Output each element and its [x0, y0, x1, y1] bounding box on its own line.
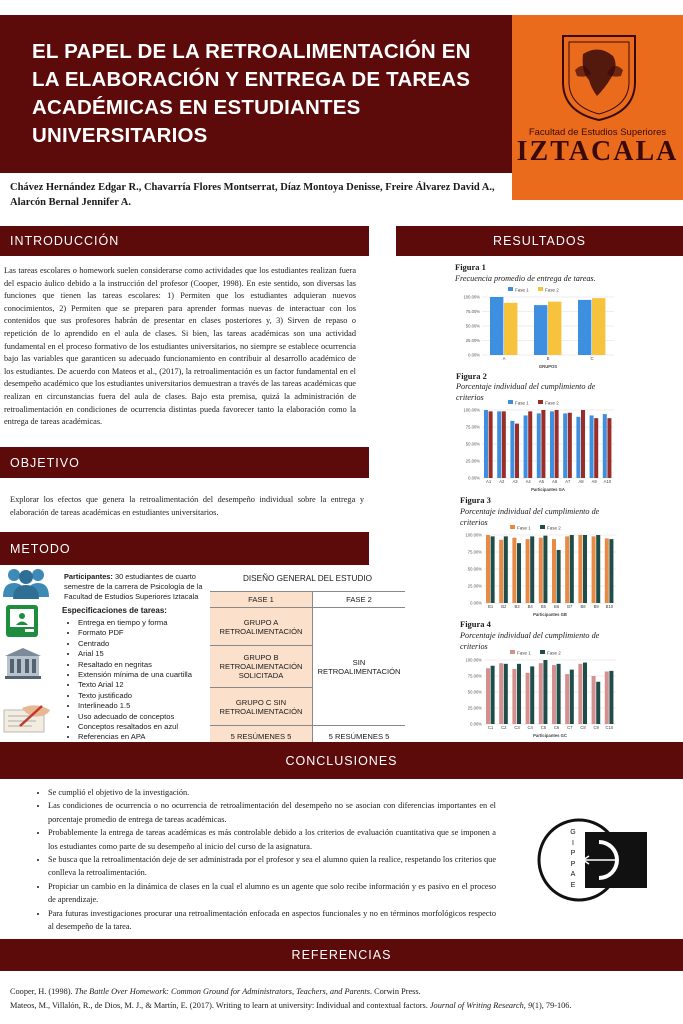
y-tick-label: 100.00% — [463, 407, 480, 413]
faculty-name: Facultad de Estudios Superiores — [528, 127, 667, 138]
x-tick-label: A1 — [486, 479, 492, 484]
y-tick-label: 0.00% — [468, 475, 480, 481]
x-tick-label: C4 — [527, 725, 533, 730]
legend-label: Fase 1 — [515, 400, 529, 406]
conclusion-item: • Probablemente la entrega de tareas académicas es más controlable debido a los criterios de evaluación cuantitativa que se imponen a los estudiantes como parte de su desempeño al inicio del curso de la asignatura. — [48, 826, 496, 853]
chart-figura-1 — [458, 285, 618, 371]
bar — [504, 536, 508, 603]
fig2-caption: Porcentaje individual del cumplimiento de criterios — [456, 382, 596, 402]
x-tick-label: B7 — [567, 604, 573, 609]
x-axis-label: GRUPOS — [538, 364, 558, 369]
x-tick-label: B6 — [554, 604, 560, 609]
y-tick-label: 75.00% — [465, 309, 480, 314]
bar — [530, 536, 534, 603]
gippae-vertical-text: G I P P A E — [570, 829, 576, 889]
conclusion-item: • Para futuras investigaciones procurar una retroalimentación enfocada en aspectos funcionales y no en términos morfológicos respecto al desempeño de la tarea. — [48, 907, 496, 934]
gippae-logo — [537, 818, 657, 902]
y-tick-label: 50.00% — [465, 323, 480, 329]
y-tick-label: 75.00% — [465, 424, 480, 430]
bar — [603, 414, 607, 478]
bar — [557, 664, 561, 724]
bar — [555, 410, 559, 478]
y-tick-label: 25.00% — [467, 583, 482, 589]
building-icon — [3, 646, 43, 680]
fig4-label: Figura 4 — [460, 619, 491, 629]
spec-item: • Resaltado en negritas — [78, 660, 216, 670]
conclusion-item: • Se busca que la retroalimentación deje de ser administrada por el profesor y sea el alumno quien la realice, respetando los criterios que conlleva la retroalimentación. — [48, 853, 496, 880]
bar — [510, 421, 514, 478]
participantes-label: Participantes: — [64, 572, 113, 581]
legend-label: Fase 2 — [545, 287, 559, 293]
legend-swatch — [540, 525, 545, 529]
fig3-label: Figura 3 — [460, 495, 491, 505]
bar — [515, 424, 519, 478]
bar — [512, 538, 516, 603]
poster-title: EL PAPEL DE LA RETROALIMENTACIÓN EN LA ELABORACIÓN Y ENTREGA DE TAREAS ACADÉMICAS EN ESTUDIANTES UNIVERSITARIOS — [32, 40, 471, 147]
bar — [592, 676, 596, 724]
x-tick-label: B — [546, 356, 550, 361]
bar — [534, 305, 547, 355]
y-tick-label: 0.00% — [470, 600, 482, 606]
bar — [489, 411, 493, 478]
x-tick-label: C7 — [567, 725, 573, 730]
bar — [570, 670, 574, 724]
bar — [552, 665, 556, 724]
x-tick-label: C3 — [514, 725, 520, 730]
specs-label: Especificaciones de tareas: — [62, 606, 167, 615]
bar — [607, 418, 611, 478]
x-tick-label: C8 — [580, 725, 586, 730]
design-group-b: GRUPO B RETROALIMENTACIÓN SOLICITADA — [210, 646, 313, 688]
x-tick-label: A3 — [512, 479, 518, 484]
y-tick-label: 25.00% — [465, 458, 480, 464]
bar — [565, 674, 569, 724]
section-header-referencias: REFERENCIAS — [0, 939, 683, 971]
x-axis-label: Participantes GB — [533, 612, 567, 617]
legend-label: Fase 2 — [547, 525, 561, 531]
bar — [576, 417, 580, 478]
legend-swatch — [538, 287, 543, 291]
fig1-caption: Frecuencia promedio de entrega de tareas. — [455, 274, 596, 283]
spec-item: • Interlineado 1.5 — [78, 701, 216, 711]
x-tick-label: C2 — [501, 725, 507, 730]
bar — [504, 303, 517, 355]
fig3-caption: Porcentaje individual del cumplimiento de criterios — [460, 507, 600, 527]
bar — [517, 543, 521, 603]
bar — [502, 411, 506, 478]
conclusion-item: • Se cumplió el objetivo de la investigación. — [48, 786, 496, 799]
bar — [552, 539, 556, 603]
x-tick-label: A2 — [499, 479, 505, 484]
spec-item: • Texto justificado — [78, 691, 216, 701]
design-col-fase2: FASE 2 — [313, 592, 405, 608]
objetivo-paragraph: Explorar los efectos que genera la retroalimentación del desempeño individual sobre la entrega y elaboración de tareas académicas en estudiantes universitarios. — [10, 495, 364, 517]
y-tick-label: 100.00% — [463, 294, 480, 300]
section-header-resultados: RESULTADOS — [396, 226, 683, 256]
bar — [539, 538, 543, 603]
y-tick-label: 0.00% — [468, 352, 480, 358]
legend-label: Fase 1 — [517, 650, 531, 656]
bar — [517, 664, 521, 724]
y-tick-label: 25.00% — [465, 338, 480, 343]
x-tick-label: C5 — [540, 725, 547, 730]
bar — [609, 671, 613, 724]
bar — [548, 302, 561, 355]
fig2-label: Figura 2 — [456, 371, 487, 381]
y-tick-label: 100.00% — [465, 532, 482, 538]
x-tick-label: C — [590, 356, 594, 361]
bar — [590, 415, 594, 478]
x-tick-label: A5 — [538, 479, 544, 484]
bar — [565, 536, 569, 603]
legend-label: Fase 1 — [517, 525, 531, 531]
x-tick-label: B4 — [527, 604, 533, 609]
x-tick-label: B8 — [580, 604, 586, 609]
bar — [490, 297, 503, 355]
x-tick-label: A7 — [565, 479, 571, 484]
spec-item: • Uso adecuado de conceptos — [78, 712, 216, 722]
bar — [605, 538, 609, 603]
bar — [537, 413, 541, 478]
x-axis-label: Participantes GC — [533, 733, 567, 738]
reference-2: Mateos, M., Villalón, R., de Dios, M. J., & Martín, E. (2017). Writing to learn at university: Individual and contextual factors. Journal of Writing Research, 9(1), 79-106. — [10, 1001, 572, 1010]
conclusiones-list — [36, 786, 496, 933]
bar — [594, 418, 598, 478]
design-group-a: GRUPO A RETROALIMENTACIÓN — [210, 608, 313, 646]
bar — [526, 539, 530, 603]
spec-item: • Formato PDF — [78, 628, 216, 638]
participantes-block — [64, 572, 214, 602]
bar — [609, 539, 613, 603]
x-tick-label: B2 — [501, 604, 507, 609]
bar — [526, 673, 530, 724]
chart-figura-3 — [460, 523, 620, 619]
legend-swatch — [508, 400, 513, 404]
conclusion-item: • Las condiciones de ocurrencia o no ocurrencia de retroalimentación del desempeño no se asocian con diferencias importantes en el porcentaje promedio de entrega de tareas académicas. — [48, 799, 496, 826]
x-tick-label: A6 — [552, 479, 558, 484]
fig1-label: Figura 1 — [455, 262, 486, 272]
x-tick-label: B9 — [593, 604, 599, 609]
bar — [563, 413, 567, 478]
x-axis-label: Participantes GA — [531, 487, 565, 492]
bar — [605, 672, 609, 724]
spec-item: • Extensión mínima de una cuartilla — [78, 670, 216, 680]
legend-label: Fase 2 — [545, 400, 559, 406]
bar — [543, 536, 547, 603]
bar — [550, 411, 554, 478]
bar — [528, 411, 532, 478]
spec-item: • Arial 15 — [78, 649, 216, 659]
x-tick-label: A9 — [591, 479, 597, 484]
design-table — [210, 591, 405, 756]
classroom-icon — [5, 604, 39, 638]
y-tick-label: 50.00% — [467, 689, 482, 695]
bar — [592, 298, 605, 355]
y-tick-label: 50.00% — [465, 441, 480, 447]
bar — [578, 300, 591, 355]
section-header-introduccion: INTRODUCCIÓN — [0, 226, 369, 256]
bar — [578, 535, 582, 603]
bar — [596, 535, 600, 603]
bar — [491, 536, 495, 603]
x-tick-label: C9 — [593, 725, 599, 730]
bar — [504, 664, 508, 724]
y-tick-label: 50.00% — [467, 566, 482, 572]
bar — [596, 682, 600, 724]
reference-1: Cooper, H. (1998). The Battle Over Homework: Common Ground for Administrators, Teachers, and Parents. Corwin Press. — [10, 987, 421, 996]
y-tick-label: 25.00% — [467, 705, 482, 711]
bar — [592, 536, 596, 603]
chart-figura-4 — [460, 648, 620, 740]
bar — [512, 669, 516, 724]
faculty-wordmark: IZTACALA — [516, 136, 679, 167]
section-header-conclusiones: CONCLUSIONES — [0, 742, 683, 779]
bar — [484, 410, 488, 478]
participantes-text: 30 estudiantes de cuarto semestre de la carrera de Psicología de la Facultad de Estudios Superiores Iztacala — [64, 572, 203, 601]
section-header-objetivo: OBJETIVO — [0, 447, 369, 478]
fig4-caption: Porcentaje individual del cumplimiento de criterios — [460, 631, 600, 651]
x-tick-label: A10 — [603, 479, 612, 484]
bar — [486, 668, 490, 724]
spec-item: • Centrado — [78, 639, 216, 649]
legend-label: Fase 1 — [515, 287, 529, 293]
bar — [557, 550, 561, 603]
specs-list — [66, 618, 216, 743]
bar — [570, 535, 574, 603]
spec-item: • Texto Arial 12 — [78, 680, 216, 690]
legend-label: Fase 2 — [547, 650, 561, 656]
x-tick-label: B1 — [488, 604, 494, 609]
x-tick-label: C10 — [605, 725, 614, 730]
x-tick-label: B10 — [605, 604, 614, 609]
x-tick-label: A8 — [578, 479, 584, 484]
y-tick-label: 75.00% — [467, 549, 482, 555]
x-tick-label: B3 — [514, 604, 520, 609]
bar — [583, 663, 587, 724]
conclusion-item: • Propiciar un cambio en la dinámica de clases en la cual el alumno es un agente que solo recibe información y es pasivo en el proceso de aprendizaje. — [48, 880, 496, 907]
bar — [578, 664, 582, 724]
x-tick-label: A — [502, 356, 506, 361]
legend-swatch — [538, 400, 543, 404]
design-bottom-fase1: 5 RESÚMENES 5 — [210, 726, 313, 756]
spec-item: • Conceptos resaltados en azul — [78, 722, 216, 732]
legend-swatch — [510, 525, 515, 529]
x-tick-label: C1 — [487, 725, 494, 730]
section-header-metodo: METODO — [0, 532, 369, 565]
bar — [530, 666, 534, 724]
bar — [491, 666, 495, 724]
unam-seal-icon — [555, 30, 643, 122]
design-title: DISEÑO GENERAL DEL ESTUDIO — [242, 574, 373, 583]
chart-figura-2 — [458, 398, 618, 494]
intro-paragraph: Las tareas escolares o homework suelen considerarse como actividades que los estudiantes realizan fuera del espacio áulico debido a la instrucción del profesor (Cooper, 1998). En este sentido, son diversas las funciones que tienen las tareas escolares: 1) Permiten que los estudiantes adquieran nuevos conocimientos, 2) Permiten que se preparen para aprender formas nuevas de interactuar con los contenidos que sus profesores habrán de presentar en clases posteriores y, 3) Sirven de repaso o repetición de lo aprendido en el aula de clases. Si bien, las tareas académicas son una actividad fundamental en el proceso formativo de los estudiantes universitarios, no siempre se establece ocurrencia bajo las variables que garanticen su adecuado funcionamiento en contribuir al desarrollo académico de los estudiantes. De acuerdo con Mateos et al., (2017), la retroalimentación es un factor fundamental en el desempeño académico que los estudiantes universitarios demuestran a través de las tareas académicas que realizan en circunstancias fuera del aula de clases. Bajo esta premisa, quizá la administración de retroalimentación en condiciones de ocurrencia distintas pueda favorecer tanto la elaboración como la entrega de tareas académicas. — [4, 266, 356, 427]
y-tick-label: 0.00% — [470, 721, 482, 727]
spec-item: • Entrega en tiempo y forma — [78, 618, 216, 628]
x-tick-label: A4 — [525, 479, 531, 484]
bar — [486, 535, 490, 603]
design-bottom-fase2: 5 RESÚMENES 5 — [313, 726, 405, 756]
bar — [539, 663, 543, 724]
legend-swatch — [508, 287, 513, 291]
y-tick-label: 75.00% — [467, 673, 482, 679]
legend-swatch — [510, 650, 515, 654]
design-group-c: GRUPO C SIN RETROALIMENTACIÓN — [210, 688, 313, 726]
x-tick-label: C6 — [553, 725, 560, 730]
y-tick-label: 100.00% — [465, 657, 482, 663]
bar — [543, 660, 547, 724]
legend-swatch — [540, 650, 545, 654]
bar — [499, 540, 503, 603]
x-tick-label: B5 — [540, 604, 546, 609]
bar — [568, 413, 572, 478]
bar — [499, 663, 503, 724]
writing-hand-icon — [2, 700, 54, 734]
people-icon — [2, 567, 50, 599]
bar — [524, 415, 528, 478]
design-phase2-cell: SIN RETROALIMENTACIÓN — [313, 608, 405, 726]
bar — [583, 535, 587, 603]
bar — [581, 410, 585, 478]
authors: Chávez Hernández Edgar R., Chavarría Flores Montserrat, Díaz Montoya Denisse, Freire Álvarez David A., Alarcón Bernal Jennifer A. — [10, 182, 495, 208]
design-col-fase1: FASE 1 — [210, 592, 313, 608]
spec-item: • Referencias en APA — [78, 732, 216, 742]
bar — [541, 410, 545, 478]
bar — [497, 411, 501, 478]
